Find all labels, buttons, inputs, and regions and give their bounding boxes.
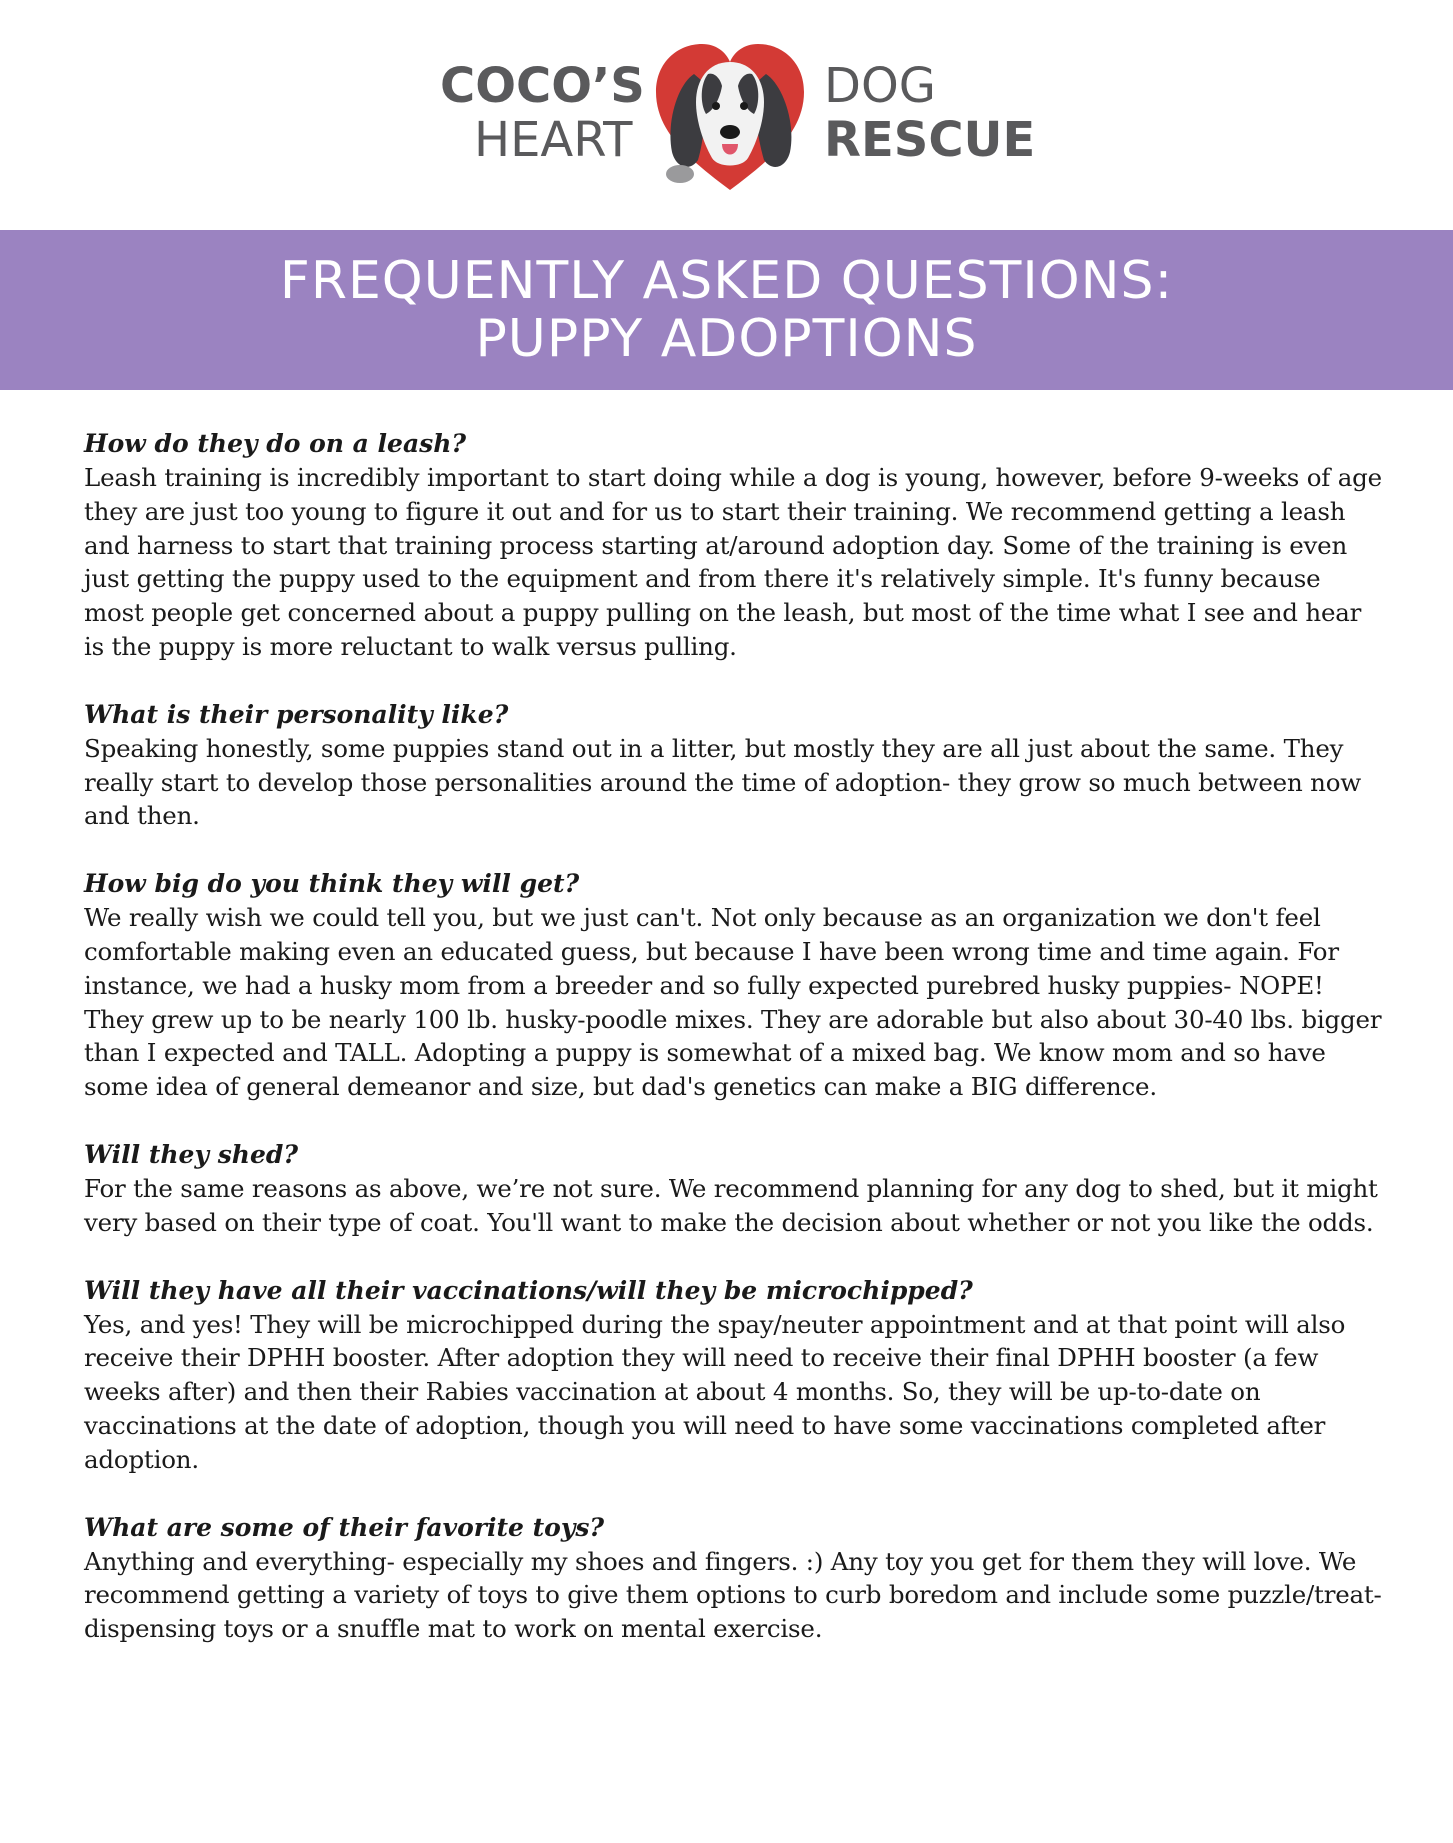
dog-right-eye — [740, 102, 748, 110]
faq-answer: Leash training is incredibly important to start doing while a dog is young, however, before 9-weeks of age they are just too young to figure it out and for us to start their training. We recommend getting a leash and harness to start that training process starting at/around adoption day. Some of the training is even just getting the puppy used to the equipment and from there it's relatively simple. It's funny because most people get concerned about a puppy pulling on the leash, but most of the time what I see and hear is the puppy is more reluctant to walk versus pulling. — [84, 463, 1382, 661]
faq-answer: We really wish we could tell you, but we just can't. Not only because as an organization we don't feel comfortable making even an educated guess, but because I have been wrong time and time again. For instance, we had a husky mom from a breeder and so fully expected purebred husky puppies- NOPE! They grew up to be nearly 100 lb. husky-poodle mixes. They are adorable but also about 30-40 lbs. bigger than I expected and TALL. Adopting a puppy is somewhat of a mixed bag. We know mom and so have some idea of general demeanor and size, but dad's genetics can make a BIG difference. — [84, 903, 1382, 1102]
faq-answer: Anything and everything- especially my shoes and fingers. :) Any toy you get for them they will love. We recommend getting a variety of toys to give them options to curb boredom and include some puzzle/treat-dispensing toys or a snuffle mat to work on mental exercise. — [84, 1546, 1382, 1644]
heart-dog-icon — [650, 40, 810, 200]
dog-nose — [720, 125, 740, 139]
dog-paw — [666, 165, 694, 183]
faq-question: Will they have all their vaccinations/will they be microchipped? — [84, 1275, 973, 1305]
faq-question: How big do you think they will get? — [84, 869, 580, 899]
faq-question: Will they shed? — [84, 1139, 298, 1169]
logo-word-dog: DOG — [824, 58, 936, 114]
faq-question: What is their personality like? — [84, 699, 509, 729]
faq-item-personality — [84, 698, 1384, 833]
logo — [440, 40, 1040, 200]
logo-word-heart: HEART — [474, 112, 633, 168]
faq-item-leash — [84, 427, 1384, 664]
faq-answer: Speaking honestly, some puppies stand out in a litter, but mostly they are all just about the same. They really start to develop those personalities around the time of adoption- they grow so much between now and then. — [84, 733, 1362, 831]
banner-title-line-2: PUPPY ADOPTIONS — [475, 309, 978, 369]
title-banner — [0, 230, 1453, 390]
banner-title-line-1: FREQUENTLY ASKED QUESTIONS: — [279, 251, 1174, 311]
dog-left-eye — [712, 102, 720, 110]
faq-item-size — [84, 867, 1384, 1104]
logo-word-rescue: RESCUE — [824, 112, 1036, 168]
faq-item-toys — [84, 1511, 1384, 1646]
faq-list — [84, 427, 1384, 1680]
faq-item-shed — [84, 1138, 1384, 1240]
logo-word-cocos: COCO’S — [440, 58, 645, 114]
faq-answer: Yes, and yes! They will be microchipped during the spay/neuter appointment and at that point will also receive their DPHH booster. After adoption they will need to receive their final DPHH booster (a few weeks after) and then their Rabies vaccination at about 4 months. So, they will be up-to-date on vaccinations at the date of adoption, though you will need to have some vaccinations completed after adoption. — [84, 1309, 1346, 1474]
faq-answer: For the same reasons as above, we’re not sure. We recommend planning for any dog to shed, but it might very based on their type of coat. You'll want to make the decision about whether or not you like the odds. — [84, 1173, 1378, 1237]
faq-item-vaccinations — [84, 1274, 1384, 1477]
header — [0, 0, 1453, 230]
faq-question: How do they do on a leash? — [84, 429, 467, 458]
faq-question: What are some of their favorite toys? — [84, 1512, 605, 1542]
